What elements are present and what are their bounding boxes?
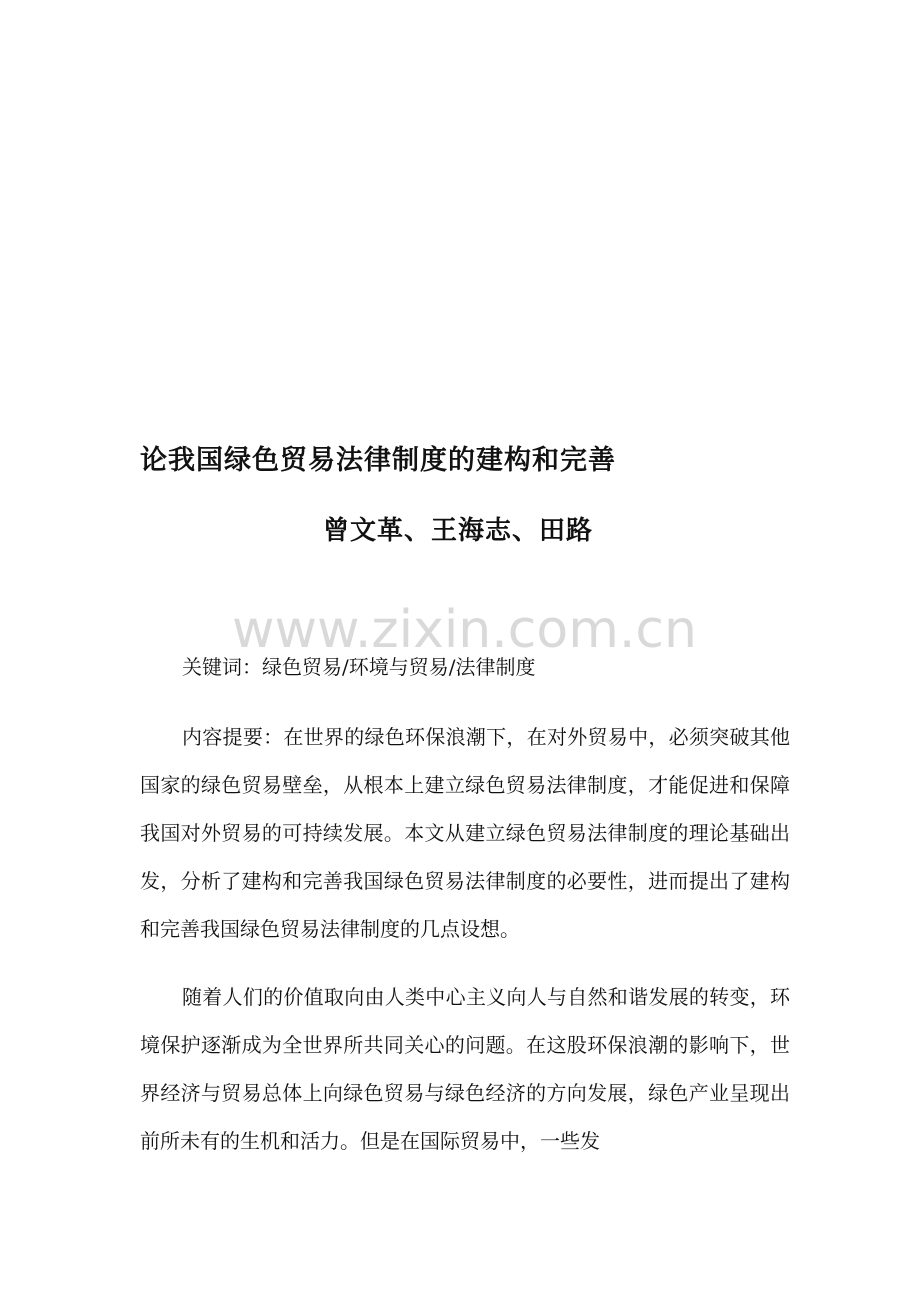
document-title: 论我国绿色贸易法律制度的建构和完善	[140, 445, 616, 476]
watermark: www.zixin.com.cn	[232, 600, 697, 660]
document-authors: 曾文革、王海志、田路	[323, 516, 594, 546]
keywords-line: 关键词：绿色贸易/环境与贸易/法律制度	[182, 655, 536, 679]
body-paragraph: 随着人们的价值取向由人类中心主义向人与自然和谐发展的转变，环境保护逐渐成为全世界所共同关心的问题。在这股环保浪潮的影响下，世界经济与贸易总体上向绿色贸易与绿色经济的方向发展，绿色产业呈现出前所未有的生机和活力。但是在国际贸易中，一些发	[140, 985, 790, 1153]
abstract-paragraph: 内容提要：在世界的绿色环保浪潮下，在对外贸易中，必须突破其他国家的绿色贸易壁垒，从根本上建立绿色贸易法律制度，才能促进和保障我国对外贸易的可持续发展。本文从建立绿色贸易法律制度的理论基础出发，分析了建构和完善我国绿色贸易法律制度的必要性，进而提出了建构和完善我国绿色贸易法律制度的几点设想。	[140, 725, 790, 941]
